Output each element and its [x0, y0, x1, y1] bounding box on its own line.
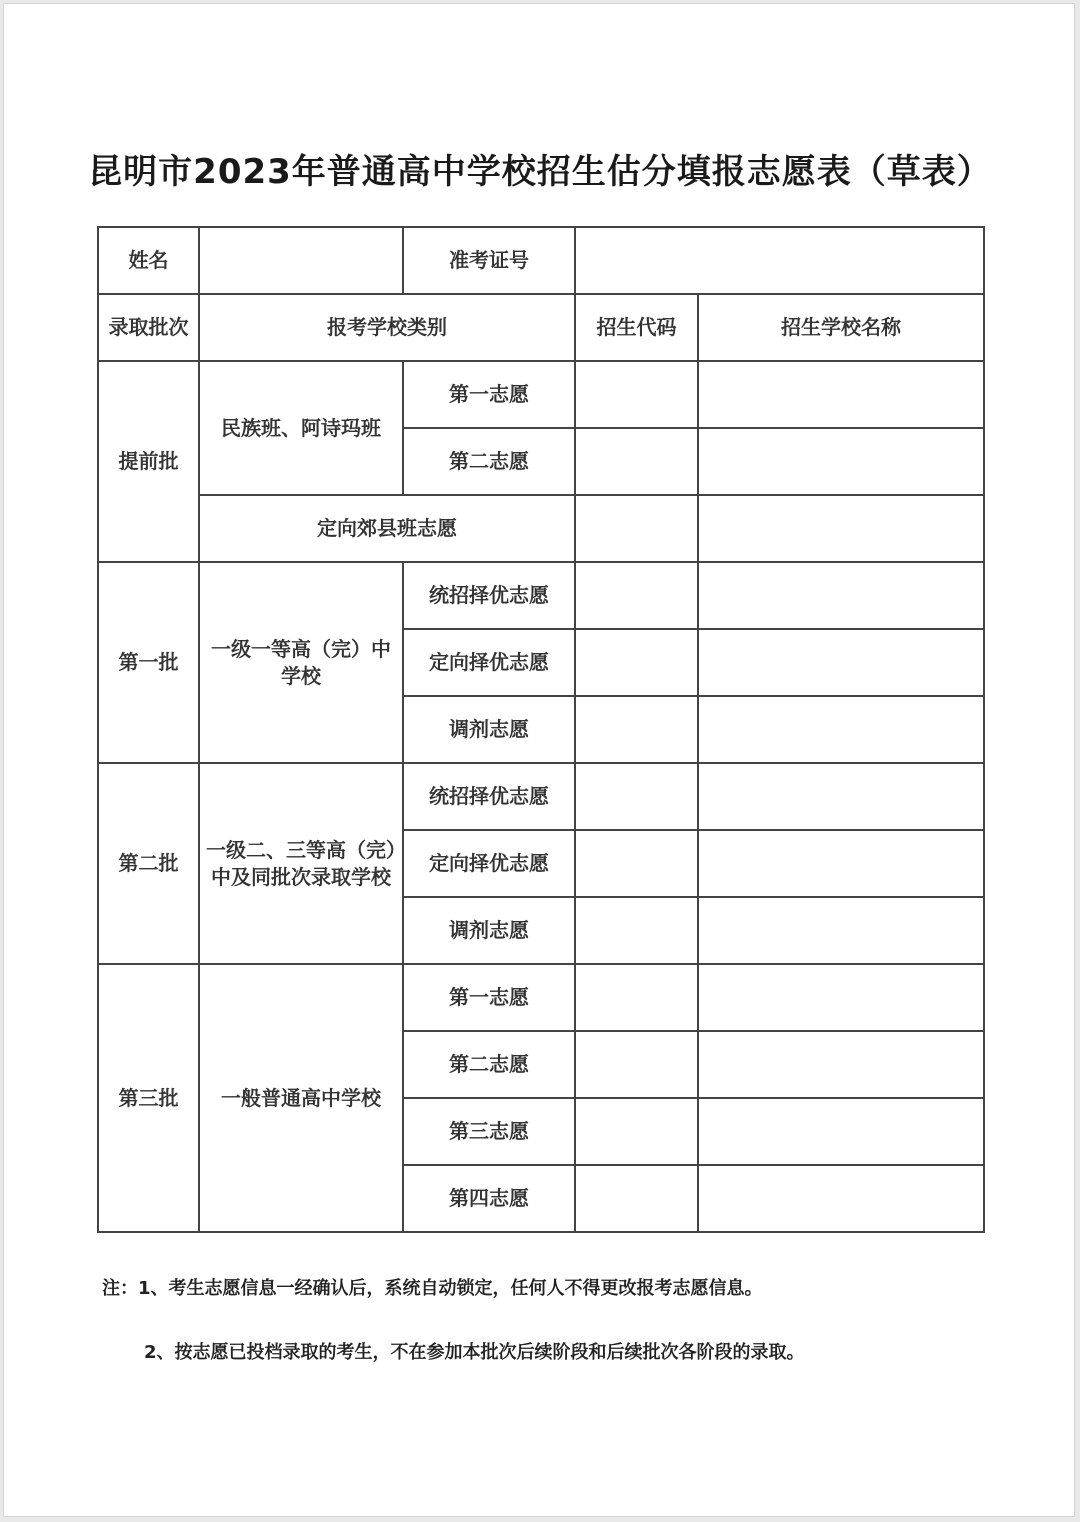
school-name-field[interactable]: [698, 629, 984, 696]
code-field[interactable]: [575, 1098, 698, 1165]
school-name-field[interactable]: [698, 428, 984, 495]
table-header-row: [98, 294, 984, 361]
table-row: [98, 562, 984, 629]
code-header: 招生代码: [575, 294, 698, 361]
choice-label: 统招择优志愿: [403, 562, 575, 629]
choice-label: 第四志愿: [403, 1165, 575, 1232]
batch3-label: 第三批: [98, 964, 199, 1232]
school-name-field[interactable]: [698, 1031, 984, 1098]
name-label: 姓名: [98, 227, 199, 294]
batch1-label: 第一批: [98, 562, 199, 763]
school-name-field[interactable]: [698, 830, 984, 897]
batch2-category: 一级二、三等高（完）中及同批次录取学校: [199, 763, 403, 964]
choice-label: 定向择优志愿: [403, 629, 575, 696]
name-field[interactable]: [199, 227, 403, 294]
exam-id-field[interactable]: [575, 227, 984, 294]
choice-label: 第一志愿: [403, 964, 575, 1031]
early-batch-label: 提前批: [98, 361, 199, 562]
school-name-field[interactable]: [698, 964, 984, 1031]
code-field[interactable]: [575, 830, 698, 897]
choice-label: 第二志愿: [403, 428, 575, 495]
table-row: [98, 227, 984, 294]
table-row: [98, 495, 984, 562]
table-row: [98, 361, 984, 428]
suburban-choice-label: 定向郊县班志愿: [199, 495, 575, 562]
batch-header: 录取批次: [98, 294, 199, 361]
school-name-field[interactable]: [698, 1165, 984, 1232]
code-field[interactable]: [575, 1031, 698, 1098]
choice-label: 第三志愿: [403, 1098, 575, 1165]
batch2-label: 第二批: [98, 763, 199, 964]
choice-label: 统招择优志愿: [403, 763, 575, 830]
code-field[interactable]: [575, 897, 698, 964]
school-name-field[interactable]: [698, 361, 984, 428]
code-field[interactable]: [575, 629, 698, 696]
school-name-field[interactable]: [698, 763, 984, 830]
code-field[interactable]: [575, 1165, 698, 1232]
code-field[interactable]: [575, 361, 698, 428]
code-field[interactable]: [575, 562, 698, 629]
choice-label: 第二志愿: [403, 1031, 575, 1098]
note-1: 注：1、考生志愿信息一经确认后，系统自动锁定，任何人不得更改报考志愿信息。: [102, 1278, 763, 1299]
school-category-header: 报考学校类别: [199, 294, 575, 361]
application-form-table: [97, 226, 985, 1233]
early-batch-category: 民族班、阿诗玛班: [199, 361, 403, 495]
exam-id-label: 准考证号: [403, 227, 575, 294]
school-name-header: 招生学校名称: [698, 294, 984, 361]
school-name-field[interactable]: [698, 696, 984, 763]
note-2: 2、按志愿已投档录取的考生，不在参加本批次后续阶段和后续批次各阶段的录取。: [144, 1342, 805, 1363]
code-field[interactable]: [575, 696, 698, 763]
code-field[interactable]: [575, 964, 698, 1031]
choice-label: 调剂志愿: [403, 696, 575, 763]
school-name-field[interactable]: [698, 897, 984, 964]
choice-label: 调剂志愿: [403, 897, 575, 964]
choice-label: 定向择优志愿: [403, 830, 575, 897]
code-field[interactable]: [575, 763, 698, 830]
code-field[interactable]: [575, 428, 698, 495]
school-name-field[interactable]: [698, 562, 984, 629]
school-name-field[interactable]: [698, 495, 984, 562]
school-name-field[interactable]: [698, 1098, 984, 1165]
page-title: 昆明市2023年普通高中学校招生估分填报志愿表（草表）: [88, 152, 992, 192]
batch3-category: 一般普通高中学校: [199, 964, 403, 1232]
table-row: [98, 964, 984, 1031]
document-page: [3, 3, 1075, 1517]
code-field[interactable]: [575, 495, 698, 562]
batch1-category: 一级一等高（完）中学校: [199, 562, 403, 763]
table-row: [98, 763, 984, 830]
choice-label: 第一志愿: [403, 361, 575, 428]
